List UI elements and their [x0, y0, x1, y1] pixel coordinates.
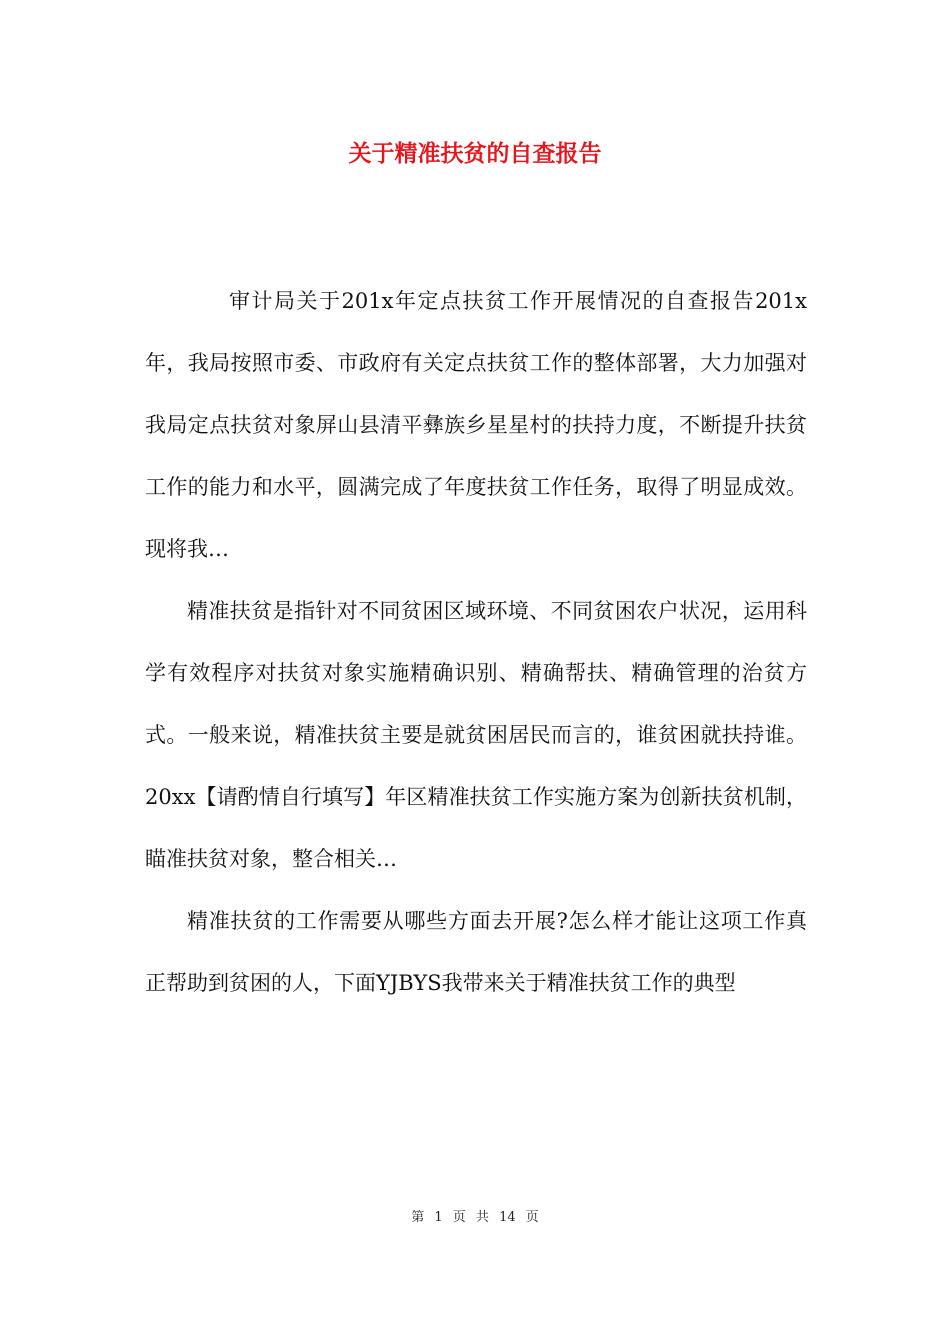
total-pages-number: 14 [499, 1210, 516, 1225]
paragraph-1: 审计局关于201x年定点扶贫工作开展情况的自查报告201x年，我局按照市委、市政府有关定点扶贫工作的整体部署，大力加强对我局定点扶贫对象屏山县清平彝族乡星星村的扶持力度，不断提升扶贫工作的能力和水平，圆满完成了年度扶贫工作任务，取得了明显成效。现将我… [145, 289, 807, 561]
document-body [145, 270, 807, 1014]
footer-mid: 页 共 [452, 1210, 489, 1225]
document-title: 关于精准扶贫的自查报告 [348, 141, 602, 167]
page-footer [0, 1208, 950, 1228]
paragraph-3: 精准扶贫的工作需要从哪些方面去开展?怎么样才能让这项工作真正帮助到贫困的人，下面YJBYS我带来关于精准扶贫工作的典型 [145, 909, 807, 995]
paragraph-2: 精准扶贫是指针对不同贫困区域环境、不同贫困农户状况，运用科学有效程序对扶贫对象实施精确识别、精确帮扶、精确管理的治贫方式。一般来说，精准扶贫主要是就贫困居民而言的，谁贫困就扶持谁。20xx【请酌情自行填写】年区精准扶贫工作实施方案为创新扶贫机制，瞄准扶贫对象，整合相关… [145, 599, 807, 871]
footer-prefix: 第 [411, 1210, 425, 1225]
current-page-number: 1 [434, 1210, 443, 1225]
footer-suffix: 页 [525, 1210, 539, 1225]
